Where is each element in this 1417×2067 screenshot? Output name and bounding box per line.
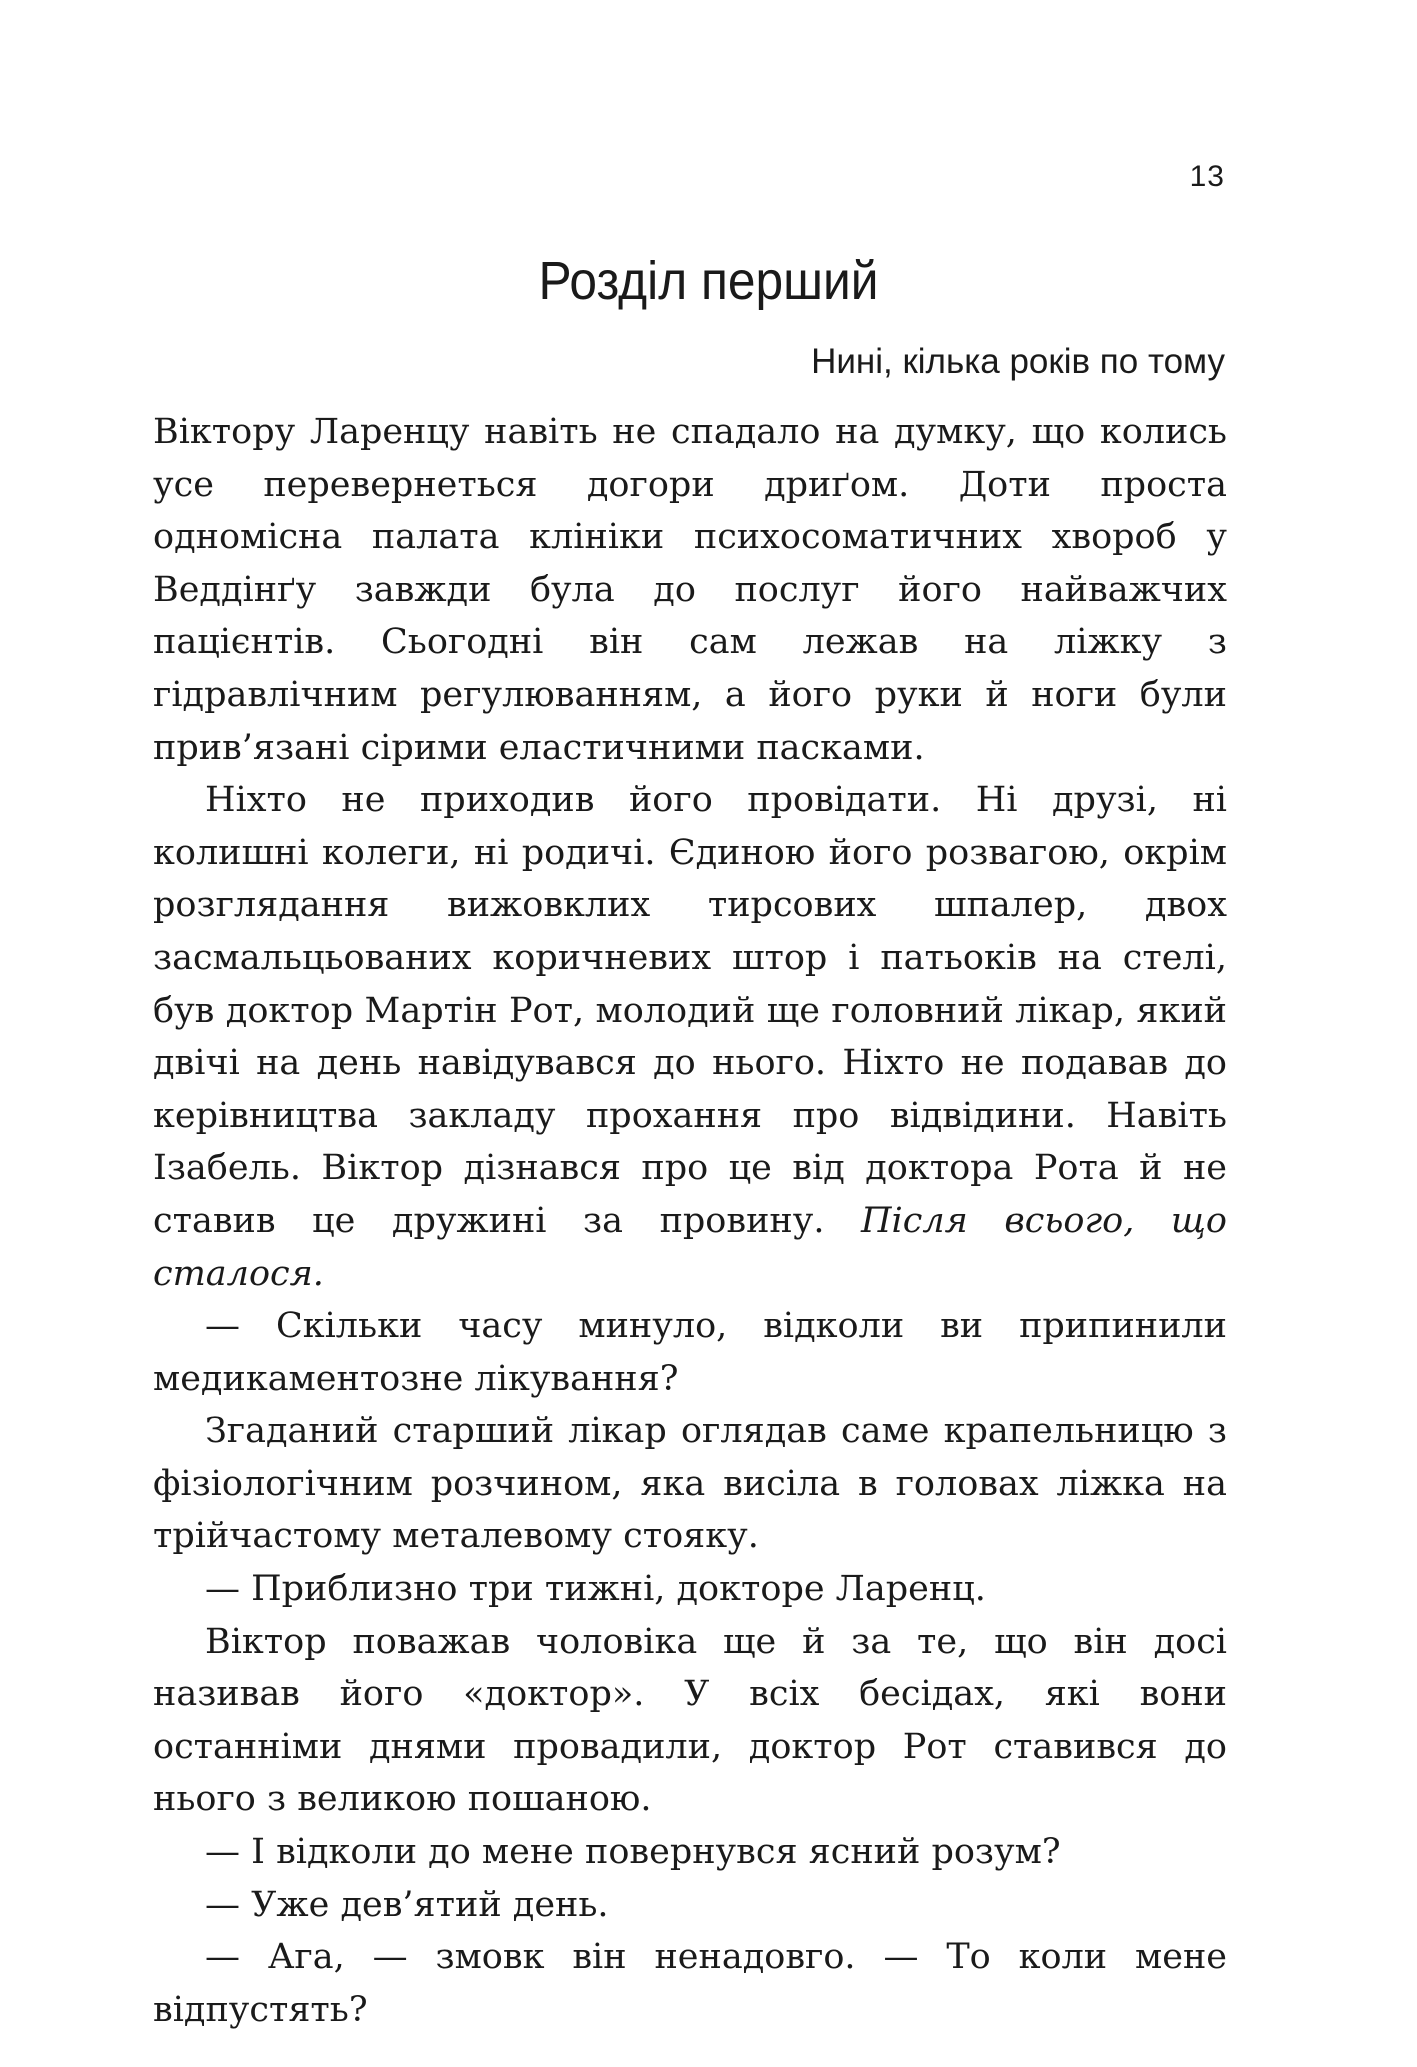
page-number: 13	[1189, 160, 1225, 193]
paragraph-text: — Ага, — змовк він ненадовго. — То коли мене відпустять?	[153, 1937, 1227, 2030]
paragraph-text: — І відколи до мене повернувся ясний розум?	[205, 1832, 1061, 1873]
paragraph-text: Згаданий старший лікар оглядав саме крапельницю з фізіологічним розчином, яка висіла в головах ліжка на трійчастому металевому стояку.	[153, 1411, 1227, 1557]
dialogue-line	[153, 1931, 1227, 2036]
dialogue-line	[153, 1826, 1227, 1879]
body-text	[153, 406, 1227, 2036]
paragraph	[153, 1405, 1227, 1563]
paragraph-text: Віктор поважав чоловіка ще й за те, що він досі називав його «доктор». У всіх бесідах, які вони останніми днями провадили, доктор Рот ставився до нього з великою пошаною.	[153, 1621, 1227, 1820]
paragraph	[153, 406, 1227, 774]
chapter-subtitle: Нині, кілька років по тому	[811, 342, 1225, 381]
dialogue-line	[153, 1563, 1227, 1616]
paragraph	[153, 1616, 1227, 1826]
paragraph-text: — Скільки часу минуло, відколи ви припинили медикаментозне лікування?	[153, 1306, 1227, 1399]
paragraph-text: — Уже дев’ятий день.	[205, 1884, 609, 1925]
paragraph-text: Віктору Ларенцу навіть не спадало на думку, що колись усе перевернеться догори дриґом. Доти проста одномісна палата клініки психосоматичних хвороб у Веддінґу завжди була до послуг його найважчих пацієнтів. Сьогодні він сам лежав на ліжку з гідравлічним регулюванням, а його руки й ноги були прив’язані сірими еластичними пасками.	[153, 412, 1227, 768]
dialogue-line	[153, 1300, 1227, 1405]
paragraph-text: Ніхто не приходив його провідати. Ні друзі, ні колишні колеги, ні родичі. Єдиною його розвагою, окрім розглядання вижовклих тирсових шпалер, двох засмальцьованих коричневих штор і патьоків на стелі, був доктор Мартін Рот, молодий ще головний лікар, який двічі на день навідувався до нього. Ніхто не подавав до керівництва закладу прохання про відвідини. Навіть Ізабель. Віктор дізнався про це від доктора Рота й не ставив це дружині за провину.	[153, 780, 1227, 1241]
chapter-title: Розділ перший	[538, 251, 879, 311]
paragraph-text: — Приблизно три тижні, докторе Ларенц.	[205, 1569, 986, 1610]
paragraph	[153, 774, 1227, 1300]
paragraph-emphasis: Після всього, що сталося.	[153, 1200, 1227, 1294]
dialogue-line	[153, 1879, 1227, 1932]
